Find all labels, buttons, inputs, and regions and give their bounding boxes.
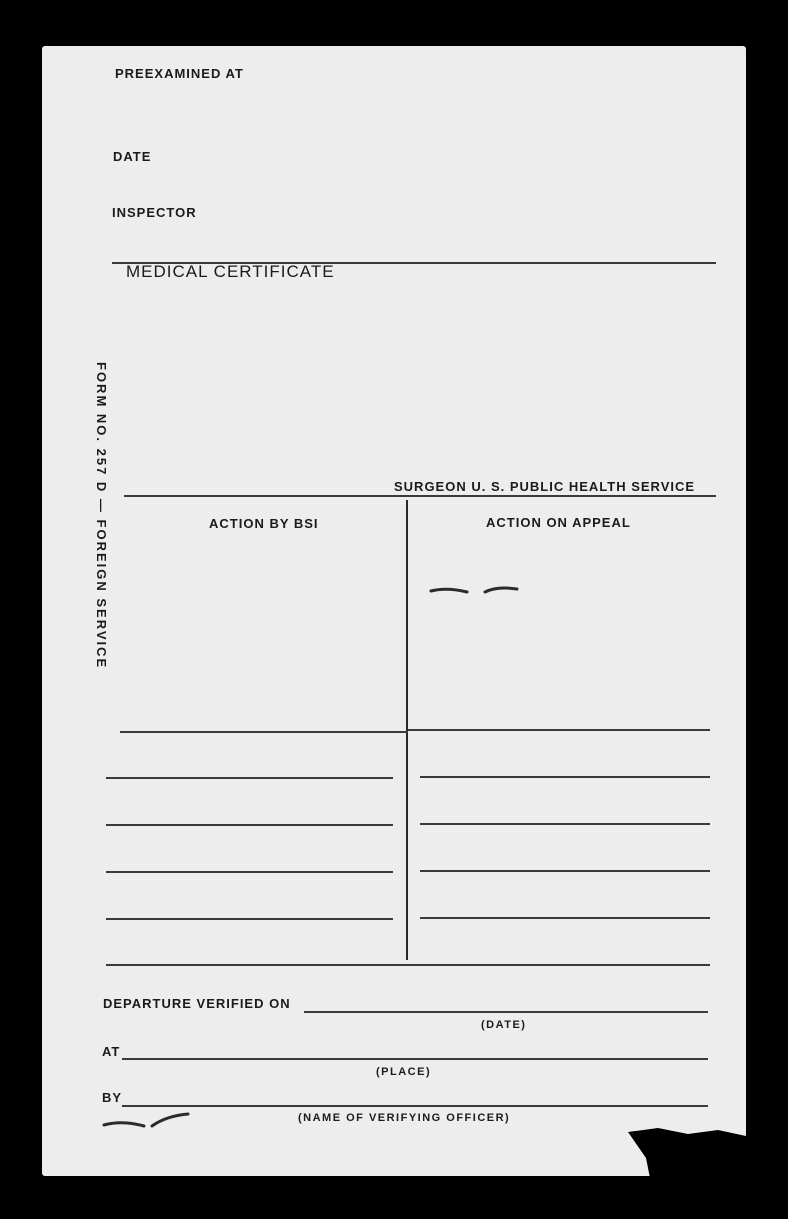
officer-caption: (NAME OF VERIFYING OFFICER) bbox=[298, 1112, 511, 1124]
at-label: AT bbox=[102, 1044, 121, 1059]
form-number-label: FORM NO. 257 D — FOREIGN SERVICE bbox=[94, 362, 109, 670]
bsi-entry-line bbox=[106, 871, 393, 873]
surgeon-signature-label: SURGEON U. S. PUBLIC HEALTH SERVICE bbox=[394, 479, 696, 494]
torn-corner bbox=[628, 1128, 748, 1178]
medical-certificate-form bbox=[42, 46, 746, 1176]
appeal-entry-line bbox=[420, 823, 710, 825]
action-on-appeal-heading: ACTION ON APPEAL bbox=[486, 515, 631, 530]
date-label: DATE bbox=[113, 149, 152, 164]
place-line bbox=[122, 1058, 708, 1060]
bsi-entry-line bbox=[120, 731, 408, 733]
appeal-entry-line bbox=[420, 917, 710, 919]
appeal-entry-line bbox=[420, 870, 710, 872]
inspector-label: INSPECTOR bbox=[112, 205, 197, 220]
pencil-mark bbox=[100, 1108, 200, 1134]
pencil-mark bbox=[427, 582, 527, 602]
by-label: BY bbox=[102, 1090, 123, 1105]
date-caption: (DATE) bbox=[481, 1019, 527, 1031]
departure-verified-label: DEPARTURE VERIFIED ON bbox=[103, 996, 291, 1011]
appeal-entry-line bbox=[408, 729, 710, 731]
departure-date-line bbox=[304, 1011, 708, 1013]
actions-bottom-line bbox=[106, 964, 710, 966]
appeal-entry-line bbox=[420, 776, 710, 778]
place-caption: (PLACE) bbox=[376, 1066, 432, 1078]
bsi-entry-line bbox=[106, 824, 393, 826]
certificate-title: MEDICAL CERTIFICATE bbox=[126, 262, 335, 281]
preexamined-at-label: PREEXAMINED AT bbox=[115, 66, 244, 81]
bsi-entry-line bbox=[106, 918, 393, 920]
officer-line bbox=[122, 1105, 708, 1107]
bsi-entry-line bbox=[106, 777, 393, 779]
action-by-bsi-heading: ACTION BY BSI bbox=[209, 516, 319, 531]
surgeon-signature-line bbox=[124, 495, 716, 497]
